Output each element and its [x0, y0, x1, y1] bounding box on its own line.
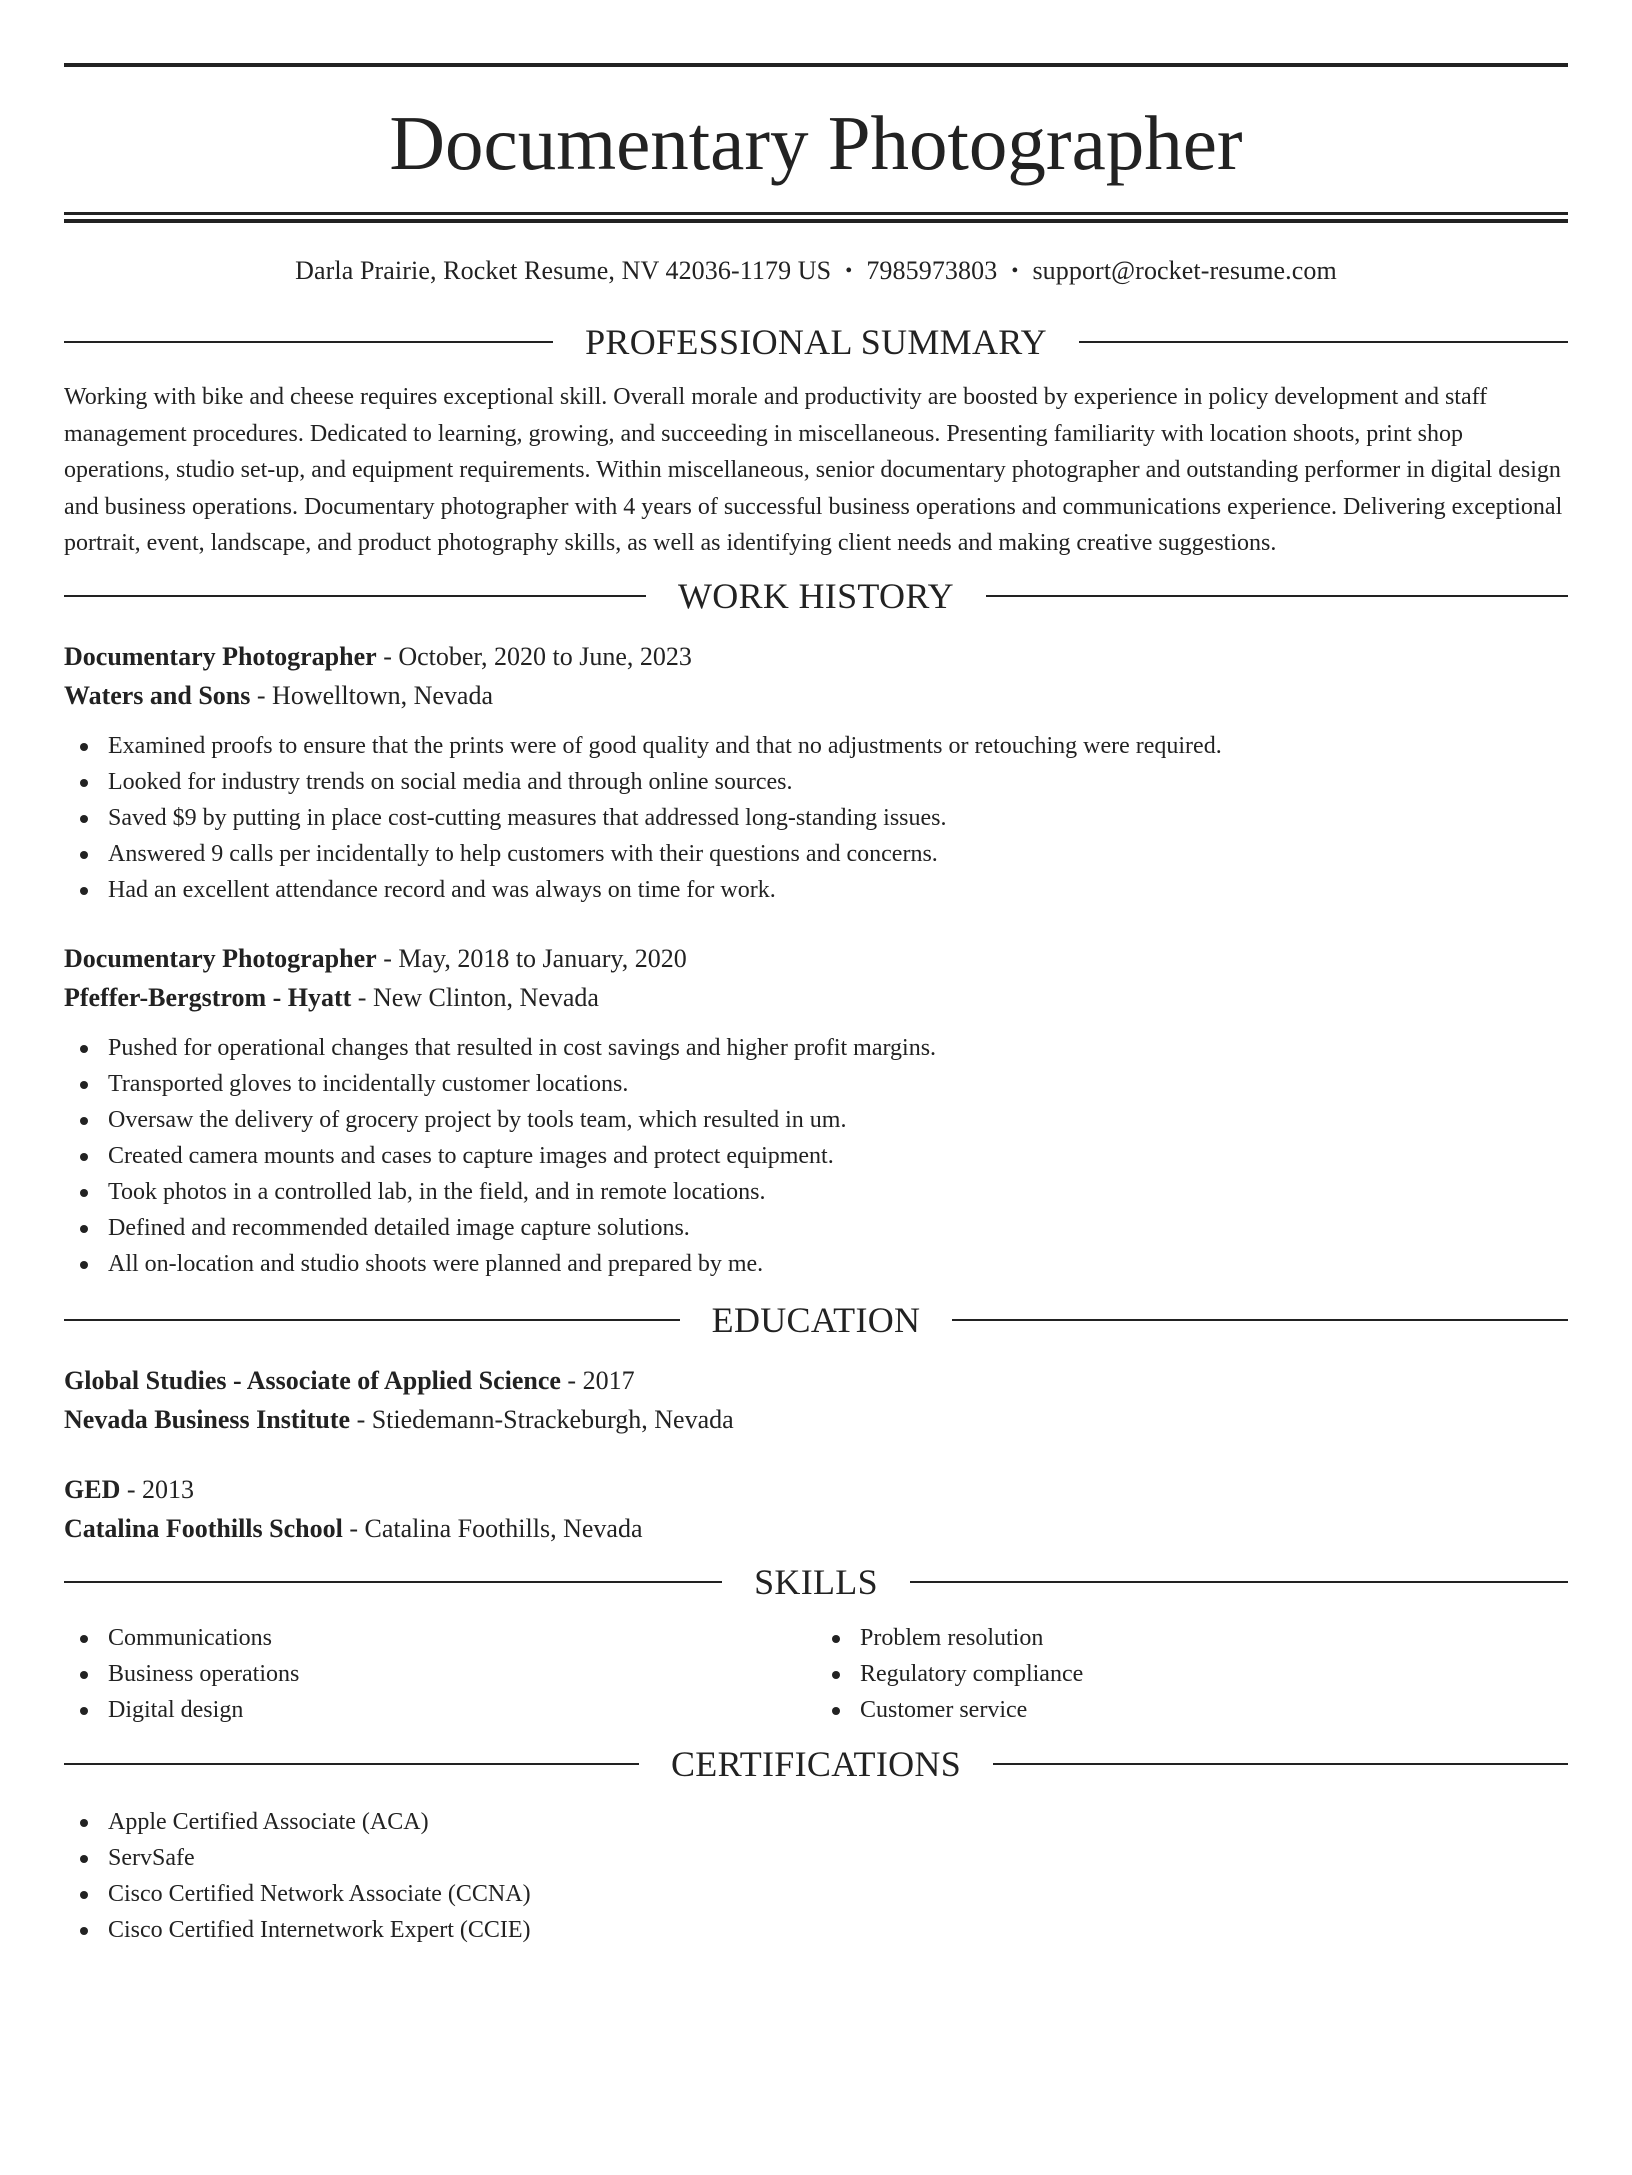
skills-grid [64, 1620, 1568, 1728]
heading-rule [64, 341, 553, 343]
section-heading-education [64, 1298, 1568, 1342]
section-title: CERTIFICATIONS [670, 1743, 962, 1784]
list-item: Examined proofs to ensure that the prints were of good quality and that no adjustments or retouching were required. [64, 728, 1568, 764]
list-item: Saved $9 by putting in place cost-cutting measures that addressed long-standing issues. [64, 800, 1568, 836]
heading-rule [64, 595, 646, 597]
skill-item: Customer service [816, 1692, 1568, 1728]
list-item: Oversaw the delivery of grocery project by tools team, which resulted in um. [64, 1102, 1568, 1138]
job-entry [64, 939, 1568, 1282]
skill-item: Problem resolution [816, 1620, 1568, 1656]
section-heading-certifications [64, 1742, 1568, 1786]
job-location: - Howelltown, Nevada [250, 680, 493, 710]
heading-rule [1079, 341, 1568, 343]
list-item: All on-location and studio shoots were planned and prepared by me. [64, 1246, 1568, 1282]
skill-item: Business operations [64, 1656, 816, 1692]
school-line [64, 1400, 1568, 1439]
contact-address: Darla Prairie, Rocket Resume, NV 42036-1179 US [295, 256, 832, 285]
resume-page [0, 63, 1632, 2175]
summary-text: Working with bike and cheese requires exceptional skill. Overall morale and productivity are boosted by experience in policy development and staff management procedures. Dedicated to learning, growing, and succeeding in miscellaneous. Presenting familiarity with location shoots, print shop operations, studio set-up, and equipment requirements. Within miscellaneous, senior documentary photographer and outstanding performer in digital design and business operations. Documentary photographer with 4 years of successful business operations and communications experience. Delivering exceptional portrait, event, landscape, and product photography skills, as well as identifying client needs and making creative suggestions. [64, 384, 1563, 556]
heading-rule [986, 595, 1568, 597]
heading-rule [952, 1319, 1568, 1321]
job-bullets [64, 1030, 1568, 1282]
degree: GED [64, 1474, 121, 1504]
job-title: Documentary Photographer [64, 641, 377, 671]
certification-item: Cisco Certified Network Associate (CCNA) [64, 1876, 1568, 1912]
contact-separator: • [1011, 260, 1019, 282]
heading-rule [993, 1763, 1568, 1765]
header-top-rule [64, 63, 1568, 67]
certification-item: Cisco Certified Internetwork Expert (CCIE) [64, 1912, 1568, 1948]
list-item: Defined and recommended detailed image capture solutions. [64, 1210, 1568, 1246]
job-bullets [64, 728, 1568, 908]
section-heading-skills [64, 1560, 1568, 1604]
resume-title: Documentary Photographer [389, 100, 1243, 186]
school-line [64, 1509, 1568, 1548]
skills-column-right [816, 1620, 1568, 1728]
job-dates: - May, 2018 to January, 2020 [376, 943, 687, 973]
graduation-year: - 2017 [560, 1365, 635, 1395]
certification-item: Apple Certified Associate (ACA) [64, 1804, 1568, 1840]
skills-column-left [64, 1620, 816, 1728]
heading-rule [64, 1581, 722, 1583]
contact-separator: • [845, 260, 853, 282]
job-company-line [64, 676, 1568, 715]
section-title: PROFESSIONAL SUMMARY [585, 322, 1047, 362]
job-title: Documentary Photographer [64, 943, 377, 973]
school-name: Nevada Business Institute [64, 1404, 351, 1434]
job-company: Waters and Sons [64, 680, 251, 710]
skill-item: Digital design [64, 1692, 816, 1728]
education-entry [64, 1470, 1568, 1548]
list-item: Transported gloves to incidentally customer locations. [64, 1066, 1568, 1102]
job-title-line [64, 939, 1568, 978]
degree-line [64, 1361, 1568, 1400]
list-item: Looked for industry trends on social media and through online sources. [64, 764, 1568, 800]
heading-rule [64, 1763, 639, 1765]
graduation-year: - 2013 [120, 1474, 195, 1504]
skill-item: Communications [64, 1620, 816, 1656]
skill-item: Regulatory compliance [816, 1656, 1568, 1692]
header-double-rule [64, 212, 1568, 223]
job-location: - New Clinton, Nevada [351, 982, 599, 1012]
heading-rule [64, 1319, 680, 1321]
job-company-line [64, 978, 1568, 1017]
school-location: - Catalina Foothills, Nevada [342, 1513, 643, 1543]
contact-email: support@rocket-resume.com [1032, 256, 1337, 285]
section-heading-work-history [64, 574, 1568, 618]
contact-phone: 7985973803 [866, 256, 998, 285]
degree-line [64, 1470, 1568, 1509]
contact-line [64, 256, 1568, 286]
list-item: Had an excellent attendance record and was always on time for work. [64, 872, 1568, 908]
list-item: Pushed for operational changes that resulted in cost savings and higher profit margins. [64, 1030, 1568, 1066]
certifications-list [64, 1804, 1568, 1948]
list-item: Created camera mounts and cases to capture images and protect equipment. [64, 1138, 1568, 1174]
job-title-line [64, 637, 1568, 676]
education-entry [64, 1361, 1568, 1439]
school-name: Catalina Foothills School [64, 1513, 343, 1543]
section-title: WORK HISTORY [678, 575, 954, 616]
heading-rule [910, 1581, 1568, 1583]
section-title: EDUCATION [711, 1299, 921, 1340]
job-company: Pfeffer-Bergstrom - Hyatt [64, 982, 352, 1012]
list-item: Took photos in a controlled lab, in the field, and in remote locations. [64, 1174, 1568, 1210]
list-item: Answered 9 calls per incidentally to help customers with their questions and concerns. [64, 836, 1568, 872]
degree: Global Studies - Associate of Applied Science [64, 1365, 561, 1395]
school-location: - Stiedemann-Strackeburgh, Nevada [350, 1404, 734, 1434]
job-dates: - October, 2020 to June, 2023 [376, 641, 692, 671]
job-entry [64, 637, 1568, 908]
section-title: SKILLS [754, 1561, 878, 1602]
certification-item: ServSafe [64, 1840, 1568, 1876]
section-heading-summary [64, 320, 1568, 364]
